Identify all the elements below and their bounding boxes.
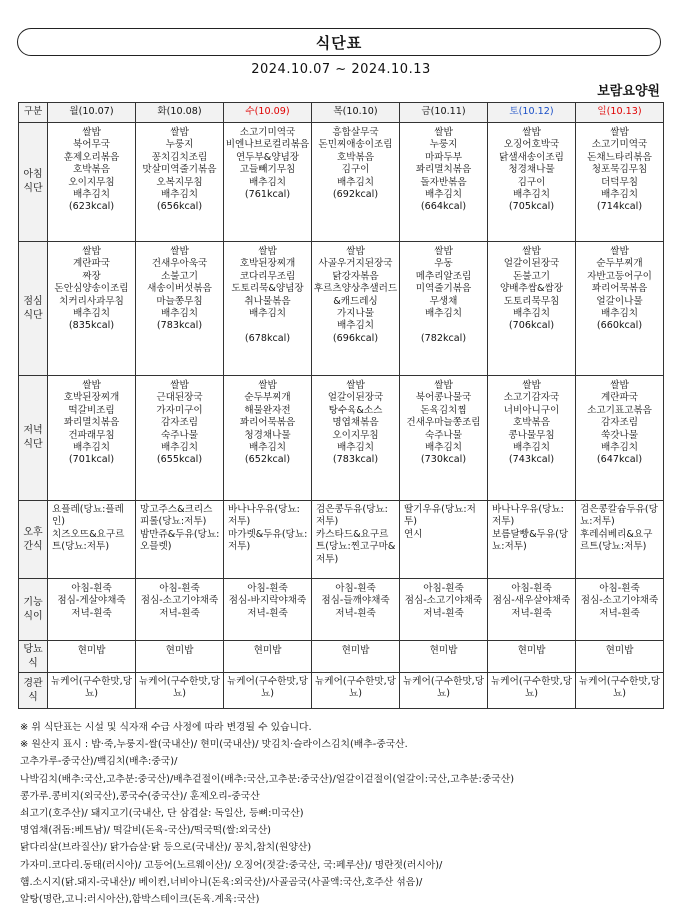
corner-label: 구분 xyxy=(19,103,48,123)
menu-item: 뉴케어(구수한맛,당뇨) xyxy=(227,676,308,700)
menu-item: 현미밥 xyxy=(253,645,282,656)
menu-item: 꽈리멸치볶음 xyxy=(415,164,472,176)
menu-item: 취나물볶음 xyxy=(244,295,291,307)
menu-cell xyxy=(48,242,136,376)
menu-item: 배추김치 xyxy=(248,176,287,188)
menu-cell xyxy=(576,123,664,242)
menu-item: 현미밥 xyxy=(605,645,634,656)
menu-item: 감자조림 xyxy=(600,417,639,429)
menu-item: (660kcal) xyxy=(596,320,643,332)
menu-item: 메추리알조림 xyxy=(415,270,472,282)
note-line: 가자미.코다리.동태(러시아)/ 고등어(노르웨이산)/ 오징어(젓갈:중국산, 국:페루산)/ 명란젓(러시아)/ xyxy=(20,859,443,871)
menu-cell xyxy=(488,641,576,673)
facility-name: 보람요양원 xyxy=(597,84,660,99)
menu-cell xyxy=(400,123,488,242)
menu-item: 자반고등어구이 xyxy=(587,270,652,282)
menu-cell xyxy=(312,673,400,709)
menu-item: 가지나물 xyxy=(336,308,375,320)
menu-item: 바나나우유(당뇨:저투) xyxy=(228,504,300,528)
menu-item: 쌀밥 xyxy=(170,127,189,138)
note-line: 고추가루-중국산)/백김치(배추:중국)/ xyxy=(20,756,178,768)
menu-item: 닭샐새송이조림 xyxy=(499,151,564,163)
row-label-text: 식단 xyxy=(23,309,43,321)
menu-item: 뉴케어(구수한맛,당뇨) xyxy=(315,676,396,700)
menu-item: 비엔나브로컬리볶음 xyxy=(225,139,310,151)
menu-item: 쌀밥 xyxy=(522,380,541,391)
menu-item: 해물완자전 xyxy=(244,404,291,416)
menu-item: (761kcal) xyxy=(244,189,291,201)
menu-item: 검은콩칼슘두유(당뇨:저투) xyxy=(580,504,658,528)
menu-cell xyxy=(400,673,488,709)
menu-item: 순두부찌개 xyxy=(596,258,643,270)
menu-item: 돌자반볶음 xyxy=(420,176,467,188)
note-line: 명엽채(쥐돔:베트남)/ 떡갈비(돈육-국산)/떡국떡(쌀:외국산) xyxy=(20,825,271,837)
menu-item: 배추김치 xyxy=(512,308,551,320)
menu-item: 얼갈이나물 xyxy=(596,295,643,307)
row-label-text: 오후 xyxy=(23,526,43,538)
row-label-text: 저녁 xyxy=(23,425,43,436)
menu-item: 현미밥 xyxy=(429,645,458,656)
menu-item: 검은콩두유(당뇨:저투) xyxy=(316,504,388,528)
menu-item: (652kcal) xyxy=(244,454,291,466)
note-line: 알탕(명란,고니:러시아산),함박스테이크(돈육.계육:국산) xyxy=(20,894,260,906)
menu-item: 가자미구이 xyxy=(156,404,203,416)
menu-cell xyxy=(224,641,312,673)
row-label-text: 점심 xyxy=(23,295,43,307)
origin-notes xyxy=(20,719,670,908)
menu-cell xyxy=(136,242,224,376)
menu-cell xyxy=(576,501,664,579)
menu-item: 미역줄기볶음 xyxy=(415,283,472,295)
menu-item: 점심-소고기야채죽 xyxy=(140,595,219,607)
menu-cell xyxy=(400,376,488,501)
menu-item: 훈제오리볶음 xyxy=(63,151,120,163)
menu-item: 점심-소고기야채죽 xyxy=(404,595,483,607)
menu-cell xyxy=(312,123,400,242)
menu-cell xyxy=(400,579,488,641)
lunch-row xyxy=(19,242,664,376)
menu-cell xyxy=(576,579,664,641)
menu-cell xyxy=(136,673,224,709)
menu-item: 김구이 xyxy=(341,164,370,176)
row-label xyxy=(19,501,48,579)
menu-item: 계란파국 xyxy=(72,258,111,270)
menu-item: 배추김치 xyxy=(512,189,551,201)
menu-item: 소불고기 xyxy=(160,270,199,282)
menu-cell xyxy=(224,673,312,709)
menu-item: 현미밥 xyxy=(77,645,106,656)
menu-item: 짜장 xyxy=(82,270,101,282)
note-line: ※ 원산지 표시 : 밥·죽,누룽지-쌀(국내산)/ 현미(국내산)/ 맛김치·슬라이스김치(배추-중국산. xyxy=(20,739,408,751)
menu-item: 소고기감자국 xyxy=(503,392,560,404)
menu-item: 쌀밥 xyxy=(610,380,629,391)
menu-item: 점심-들깨야채죽 xyxy=(321,595,390,607)
menu-item: 쌀밥 xyxy=(170,246,189,257)
row-label-text: 경관 xyxy=(23,677,43,689)
menu-item: 배추김치 xyxy=(600,308,639,320)
header-row xyxy=(19,103,664,123)
menu-item: (692kcal) xyxy=(332,189,379,201)
menu-item: 누룽지 xyxy=(429,139,458,151)
menu-item: 쌀밥 xyxy=(434,246,453,257)
menu-item: 건새우아욱국 xyxy=(151,258,208,270)
menu-cell xyxy=(488,501,576,579)
menu-item: 저녁-흰죽 xyxy=(511,607,552,619)
menu-cell xyxy=(400,641,488,673)
menu-cell xyxy=(312,579,400,641)
row-label-text: 식단 xyxy=(23,183,43,194)
menu-item: 쌀밥 xyxy=(522,127,541,138)
menu-item: 후르츠양상추샐러드&캐드레싱 xyxy=(313,283,398,307)
menu-cell xyxy=(48,579,136,641)
menu-item: 뉴케어(구수한맛,당뇨) xyxy=(403,676,484,700)
menu-item: 근대된장국 xyxy=(156,392,203,404)
menu-item: 돈안심양송이조림 xyxy=(54,283,129,295)
menu-item: 돈채느타리볶음 xyxy=(587,151,652,163)
menu-title: 식단표 xyxy=(17,28,661,56)
menu-item: (782kcal) xyxy=(420,332,467,344)
row-label-text: 식이 xyxy=(23,610,43,622)
menu-item: 우동 xyxy=(434,258,453,270)
menu-item: 연두부&양념장 xyxy=(235,151,300,163)
menu-item: 배추김치 xyxy=(336,176,375,188)
menu-item: 더덕무침 xyxy=(600,176,639,188)
menu-item: 쌀밥 xyxy=(610,127,629,138)
menu-item: 도토리묵&양념장 xyxy=(231,283,304,295)
menu-item: (623kcal) xyxy=(68,201,115,213)
menu-item: 배추김치 xyxy=(72,308,111,320)
snack-row xyxy=(19,501,664,579)
menu-item: 아침-흰죽 xyxy=(159,583,200,594)
menu-item: (783kcal) xyxy=(156,320,203,332)
menu-item: 도토리묵무침 xyxy=(503,295,560,307)
menu-cell xyxy=(136,579,224,641)
menu-item: 쌀밥 xyxy=(434,127,453,138)
menu-item: 건새우마늘쫑조림 xyxy=(406,417,481,429)
menu-cell xyxy=(488,123,576,242)
menu-item: (647kcal) xyxy=(596,454,643,466)
menu-item: 꽈리어묵볶음 xyxy=(591,283,648,295)
menu-item: 배추김치 xyxy=(72,442,111,454)
functional-diet-row xyxy=(19,579,664,641)
menu-item: 배추김치 xyxy=(512,442,551,454)
menu-item: 감자조림 xyxy=(160,417,199,429)
row-label xyxy=(19,641,48,673)
menu-item: 쌀밥 xyxy=(346,380,365,391)
menu-cell xyxy=(576,673,664,709)
menu-cell xyxy=(224,123,312,242)
menu-cell xyxy=(48,376,136,501)
menu-item: 쌀밥 xyxy=(82,127,101,138)
menu-item: 호박볶음 xyxy=(512,417,551,429)
menu-item: 배추김치 xyxy=(248,308,287,320)
menu-cell xyxy=(136,123,224,242)
menu-item: 콩나물무침 xyxy=(508,429,555,441)
day-header: 금(10.11) xyxy=(400,103,488,123)
menu-item: 저녁-흰죽 xyxy=(247,607,288,619)
menu-item: 저녁-흰죽 xyxy=(599,607,640,619)
menu-item: 청포묵김무침 xyxy=(591,164,648,176)
menu-item: (655kcal) xyxy=(156,454,203,466)
menu-item: 배추김치 xyxy=(160,442,199,454)
row-label xyxy=(19,579,48,641)
row-label xyxy=(19,376,48,501)
menu-item: 숙주나물 xyxy=(424,429,463,441)
menu-item: 후레쉬베리&요구르트(당뇨:저투) xyxy=(580,528,653,553)
menu-item: 보름달빵&두유(당뇨:저투) xyxy=(492,528,569,553)
menu-item: 아침-흰죽 xyxy=(599,583,640,594)
menu-item xyxy=(224,320,311,332)
menu-item: 아침-흰죽 xyxy=(511,583,552,594)
menu-cell xyxy=(312,242,400,376)
menu-item: 배추김치 xyxy=(160,308,199,320)
menu-item: 돈민찌애송이조림 xyxy=(318,139,393,151)
menu-item: (835kcal) xyxy=(68,320,115,332)
row-label xyxy=(19,123,48,242)
row-label xyxy=(19,673,48,709)
menu-item: 배추김치 xyxy=(72,189,111,201)
menu-item: 새송이버섯볶음 xyxy=(147,283,212,295)
menu-cell xyxy=(48,123,136,242)
menu-item: 북어콩나물국 xyxy=(415,392,472,404)
menu-cell xyxy=(224,501,312,579)
menu-item: 쌀밥 xyxy=(522,246,541,257)
menu-item: 호박된장찌개 xyxy=(63,392,120,404)
menu-item: 쑥갓나물 xyxy=(600,429,639,441)
menu-item: 뉴케어(구수한맛,당뇨) xyxy=(139,676,220,700)
menu-item: 무생채 xyxy=(429,295,458,307)
menu-item: 현미밥 xyxy=(341,645,370,656)
menu-cell xyxy=(136,641,224,673)
menu-item: 저녁-흰죽 xyxy=(335,607,376,619)
row-label-text: 식단 xyxy=(23,439,43,450)
menu-item: 배추김치 xyxy=(424,189,463,201)
row-label xyxy=(19,242,48,376)
day-header: 토(10.12) xyxy=(488,103,576,123)
menu-item: 쌀밥 xyxy=(434,380,453,391)
tube-feeding-row xyxy=(19,673,664,709)
menu-item: 쌀밥 xyxy=(346,246,365,257)
menu-cell xyxy=(48,501,136,579)
menu-item: 코다리무조림 xyxy=(239,270,296,282)
menu-item: 배추김치 xyxy=(424,442,463,454)
menu-item: (696kcal) xyxy=(332,332,379,344)
menu-cell xyxy=(136,376,224,501)
day-header: 화(10.08) xyxy=(136,103,224,123)
menu-item: 쌀밥 xyxy=(258,380,277,391)
menu-item: 배추김치 xyxy=(424,308,463,320)
menu-item: 마가렛&두유(당뇨:저투) xyxy=(228,528,308,553)
note-line: 콩가루.콩비지(외국산),콩국수(중국산)/ 훈제오리-중국산 xyxy=(20,790,260,802)
menu-item: 마파두부 xyxy=(424,151,463,163)
menu-period: 2024.10.07 ~ 2024.10.13 xyxy=(251,62,431,77)
menu-cell xyxy=(488,376,576,501)
menu-item: 얼갈이된장국 xyxy=(327,392,384,404)
dinner-row xyxy=(19,376,664,501)
menu-item: (701kcal) xyxy=(68,454,115,466)
menu-cell xyxy=(48,673,136,709)
menu-cell xyxy=(488,242,576,376)
menu-cell xyxy=(136,501,224,579)
menu-item: 쌀밥 xyxy=(82,380,101,391)
menu-item: 아침-흰죽 xyxy=(247,583,288,594)
menu-item: (743kcal) xyxy=(508,454,555,466)
menu-item xyxy=(400,320,487,332)
row-label-text: 간식 xyxy=(23,540,43,552)
menu-item: 호박볶음 xyxy=(72,164,111,176)
menu-item: (656kcal) xyxy=(156,201,203,213)
menu-item: (730kcal) xyxy=(420,454,467,466)
menu-cell xyxy=(312,501,400,579)
menu-item: 김구이 xyxy=(517,176,546,188)
day-header: 월(10.07) xyxy=(48,103,136,123)
menu-item: 청경채나물 xyxy=(508,164,555,176)
menu-item: 맛살미역줄기볶음 xyxy=(142,164,217,176)
menu-item: 얼갈이된장국 xyxy=(503,258,560,270)
menu-cell xyxy=(224,242,312,376)
menu-item: 배추김치 xyxy=(600,442,639,454)
menu-cell xyxy=(312,641,400,673)
menu-item: 명엽채볶음 xyxy=(332,417,379,429)
menu-item: 현미밥 xyxy=(165,645,194,656)
menu-item: 소고기표고볶음 xyxy=(587,404,652,416)
menu-item: 딸기우유(당뇨:저투) xyxy=(404,504,476,528)
menu-cell xyxy=(576,376,664,501)
menu-item: 꽈리어묵볶음 xyxy=(239,417,296,429)
menu-item: 떡갈비조림 xyxy=(68,404,115,416)
menu-item: 소고기미역국 xyxy=(591,139,648,151)
menu-item: 뉴케어(구수한맛,당뇨) xyxy=(491,676,572,700)
menu-item: (664kcal) xyxy=(420,201,467,213)
menu-cell xyxy=(576,641,664,673)
menu-item: 쌀밥 xyxy=(610,246,629,257)
menu-item: 점심-바지락야채죽 xyxy=(228,595,307,607)
menu-item: 점심-소고기야채죽 xyxy=(580,595,659,607)
menu-item: 돈불고기 xyxy=(512,270,551,282)
menu-item: 아침-흰죽 xyxy=(335,583,376,594)
menu-item: 배추김치 xyxy=(160,189,199,201)
menu-cell xyxy=(312,376,400,501)
note-line: ※ 위 식단표는 시설 및 식자재 수급 사정에 따라 변경될 수 있습니다. xyxy=(20,722,312,733)
weekly-menu-table xyxy=(18,102,664,709)
row-label-text: 기능 xyxy=(23,596,43,608)
note-line: 햄.소시지(닭.돼지-국내산)/ 베이컨,너비아니(돈육:외국산)/사골곰국(사골액:국산,호주산 섞음)/ xyxy=(20,876,423,888)
day-header: 수(10.09) xyxy=(224,103,312,123)
menu-item: (714kcal) xyxy=(596,201,643,213)
menu-item: 쌀밥 xyxy=(82,246,101,257)
row-label-text: 아침 xyxy=(23,169,43,180)
menu-cell xyxy=(224,376,312,501)
menu-item: 돈육김치찜 xyxy=(420,404,467,416)
menu-item: 연시 xyxy=(404,528,423,540)
menu-item: 점심-게살야채죽 xyxy=(57,595,126,607)
menu-item: 저녁-흰죽 xyxy=(71,607,112,619)
menu-item: 탕수육&소스 xyxy=(328,404,383,416)
menu-item: (678kcal) xyxy=(244,332,291,344)
menu-item: 저녁-흰죽 xyxy=(423,607,464,619)
menu-item: 너비아니구이 xyxy=(503,404,560,416)
menu-item: 치커리사과무침 xyxy=(59,295,124,307)
menu-item: 아침-흰죽 xyxy=(423,583,464,594)
row-label-text: 당뇨 xyxy=(23,643,43,655)
menu-item: 꽁치김치조림 xyxy=(151,151,208,163)
menu-item: 숙주나물 xyxy=(160,429,199,441)
menu-item: 배추김치 xyxy=(336,442,375,454)
menu-item: 호박볶음 xyxy=(336,151,375,163)
diabetic-diet-row xyxy=(19,641,664,673)
menu-item: 청경채나물 xyxy=(244,429,291,441)
menu-item: 현미밥 xyxy=(517,645,546,656)
menu-item: 오이지무침 xyxy=(68,176,115,188)
menu-item: (783kcal) xyxy=(332,454,379,466)
day-header: 목(10.10) xyxy=(312,103,400,123)
menu-item: 치즈오뜨&요구르트(당뇨:저투) xyxy=(52,528,125,553)
menu-item: 배추김치 xyxy=(600,189,639,201)
menu-cell xyxy=(400,242,488,376)
menu-item: 고들빼기무침 xyxy=(239,164,296,176)
note-line: 나박김치(배추:국산,고추분:중국산)/배추겉절이(배추:국산,고추분:중국산)/얼갈이겉절이(얼갈이:국산,고추분:중국산) xyxy=(20,773,515,785)
menu-cell xyxy=(576,242,664,376)
menu-item: 쌀밥 xyxy=(170,380,189,391)
menu-item: 요플레(당뇨:플레인) xyxy=(52,504,124,528)
menu-item: 꽈리멸치볶음 xyxy=(63,417,120,429)
row-label-text: 식 xyxy=(28,691,38,703)
day-header: 일(10.13) xyxy=(576,103,664,123)
menu-item: 마늘쫑무침 xyxy=(156,295,203,307)
menu-item: 오징어호박국 xyxy=(503,139,560,151)
menu-item: 오복지무침 xyxy=(156,176,203,188)
menu-item: (705kcal) xyxy=(508,201,555,213)
menu-item: 누룽지 xyxy=(165,139,194,151)
menu-item: (706kcal) xyxy=(508,320,555,332)
menu-cell xyxy=(488,579,576,641)
menu-item: 사골우거지된장국 xyxy=(318,258,393,270)
menu-cell xyxy=(224,579,312,641)
menu-item: 흥합살무국 xyxy=(332,127,379,138)
menu-item: 쌀밥 xyxy=(258,246,277,257)
menu-item: 바나나우유(당뇨:저투) xyxy=(492,504,564,528)
row-label-text: 식 xyxy=(28,657,38,669)
note-line: 쇠고기(호주산)/ 돼지고기(국내산, 단 삼겹살: 독일산, 등뼈:미국산) xyxy=(20,808,304,820)
menu-item: 건파래무침 xyxy=(68,429,115,441)
menu-item: 아침-흰죽 xyxy=(71,583,112,594)
menu-item: 배추김치 xyxy=(336,320,375,332)
breakfast-row xyxy=(19,123,664,242)
menu-item: 계란파국 xyxy=(600,392,639,404)
menu-item: 카스타드&요구르트(당뇨:찐고구마&저투) xyxy=(316,528,396,565)
menu-item: 북어무국 xyxy=(72,139,111,151)
menu-item: 뉴케어(구수한맛,당뇨) xyxy=(51,676,132,700)
menu-item: 점심-새우살야채죽 xyxy=(492,595,571,607)
menu-item: 밤만쥬&두유(당뇨:오믈렛) xyxy=(140,528,220,553)
menu-cell xyxy=(48,641,136,673)
menu-item: 순두부찌개 xyxy=(244,392,291,404)
menu-item: 망고주스&크리스피롤(당뇨:저투) xyxy=(140,504,213,528)
menu-item: 닭강자볶음 xyxy=(332,270,379,282)
menu-cell xyxy=(488,673,576,709)
menu-item: 오이지무침 xyxy=(332,429,379,441)
menu-cell xyxy=(400,501,488,579)
menu-item: 양배추쌈&쌈장 xyxy=(499,283,564,295)
menu-item: 배추김치 xyxy=(248,442,287,454)
menu-item: 뉴케어(구수한맛,당뇨) xyxy=(579,676,660,700)
note-line: 닭다리살(브라질산)/ 닭가슴살·닭 등으로(국내산)/ 꽁치,참치(원양산) xyxy=(20,842,312,854)
menu-item: 호박된장찌개 xyxy=(239,258,296,270)
menu-item: 저녁-흰죽 xyxy=(159,607,200,619)
menu-item: 소고기미역국 xyxy=(239,127,296,138)
